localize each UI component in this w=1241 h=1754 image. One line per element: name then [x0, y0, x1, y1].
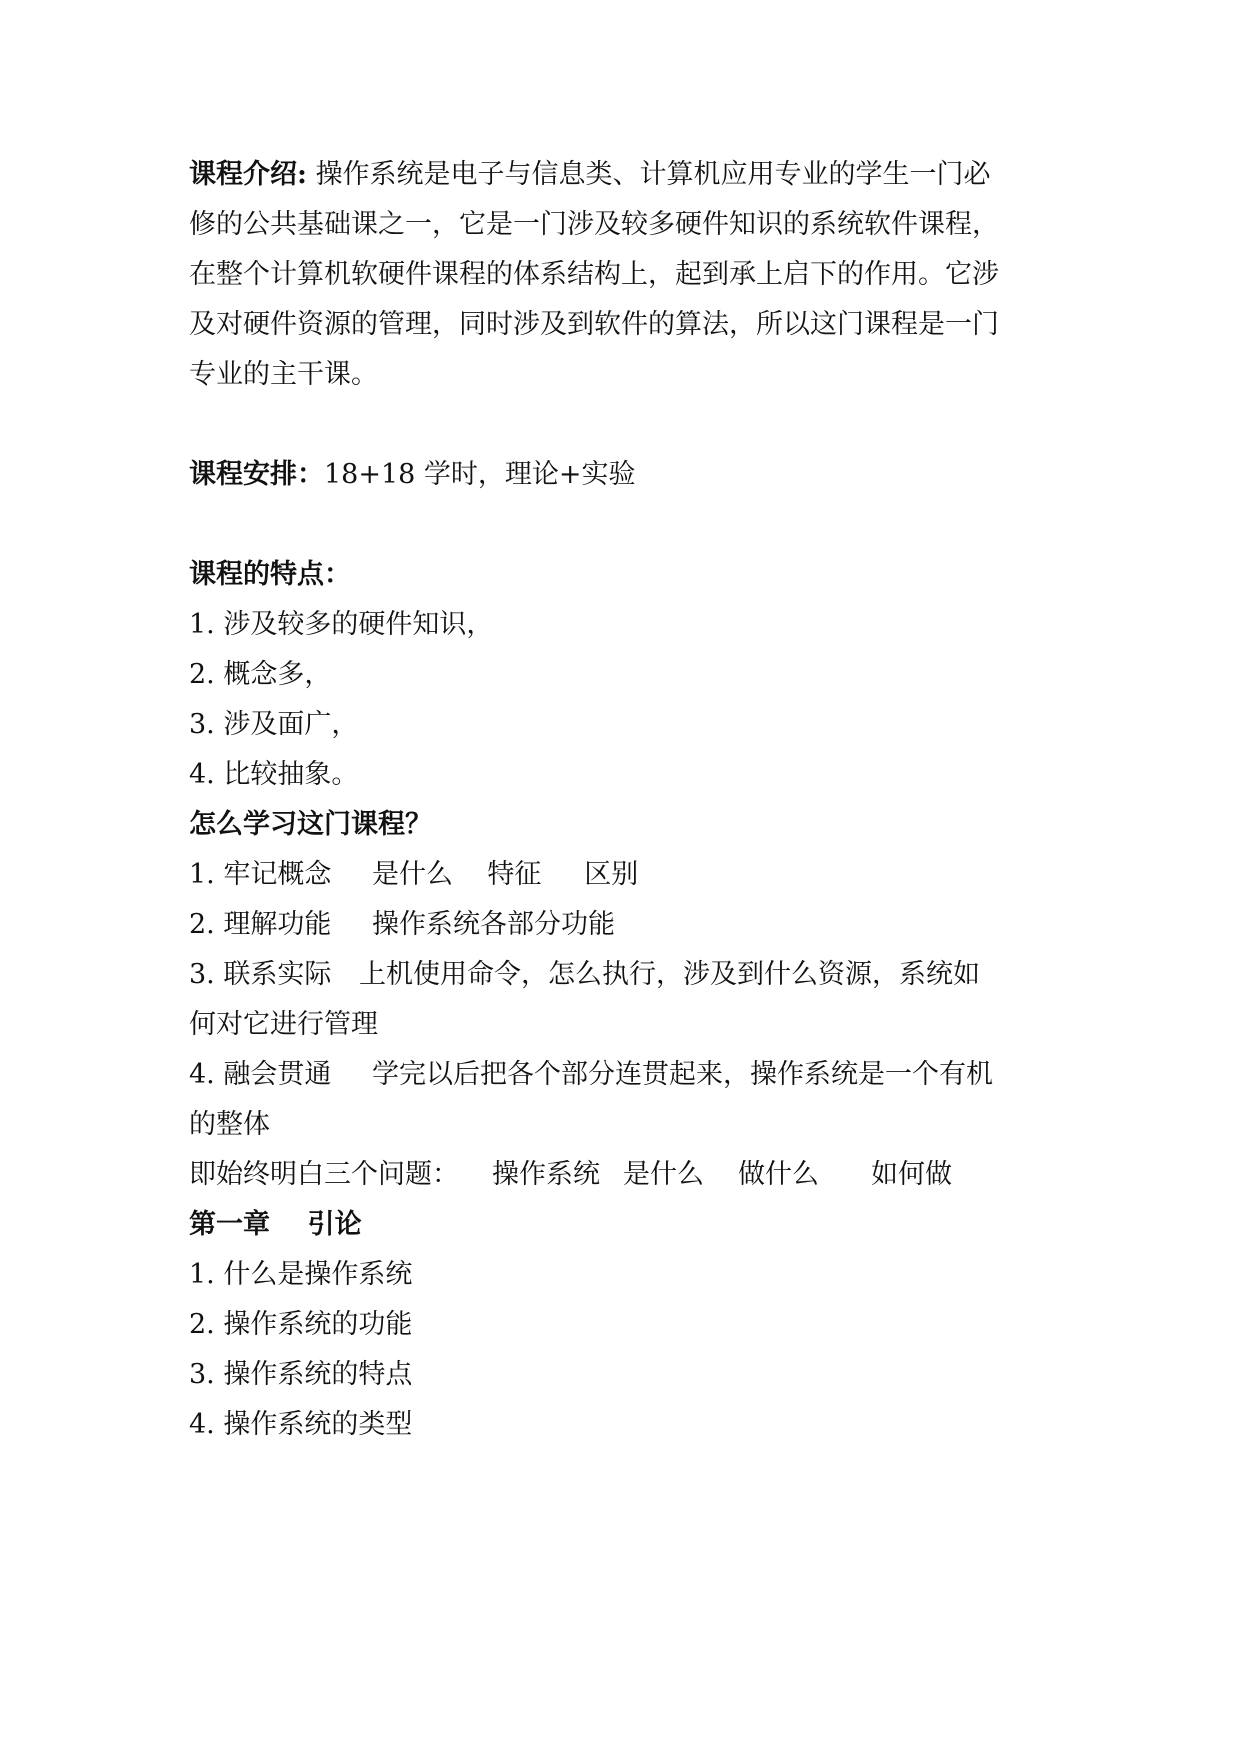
chapter-item: 3. 操作系统的特点 — [189, 1359, 413, 1390]
chapter-item: 4. 操作系统的类型 — [189, 1409, 413, 1440]
intro-label: 课程介绍: — [189, 159, 307, 190]
intro-line-3: 在整个计算机软硬件课程的体系结构上，起到承上启下的作用。它涉 — [189, 259, 999, 290]
howto-desc: 是什么 特征 区别 — [372, 859, 639, 890]
intro-line-2: 修的公共基础课之一，它是一门涉及较多硬件知识的系统软件课程， — [189, 209, 999, 240]
summary-item: 是什么 — [623, 1159, 704, 1190]
chapter-item: 2. 操作系统的功能 — [189, 1309, 413, 1340]
howto-item — [189, 850, 1069, 900]
summary-item: 做什么 — [738, 1159, 819, 1190]
howto-desc: 学完以后把各个部分连贯起来，操作系统是一个有机 — [372, 1059, 993, 1090]
howto-item-continuation: 何对它进行管理 — [189, 1009, 378, 1040]
intro-text-1: 操作系统是电子与信息类、计算机应用专业的学生一门必 — [315, 159, 991, 190]
howto-term: 2. 理解功能 — [189, 909, 332, 940]
howto-term: 1. 牢记概念 — [189, 859, 332, 890]
howto-item — [189, 900, 1069, 950]
howto-heading: 怎么学习这门课程？ — [189, 809, 432, 840]
howto-desc: 操作系统各部分功能 — [372, 909, 615, 940]
features-heading: 课程的特点： — [189, 559, 351, 590]
schedule-text: 18+18 学时，理论+实验 — [324, 459, 636, 490]
feature-item: 1. 涉及较多的硬件知识， — [189, 609, 494, 640]
feature-item: 3. 涉及面广， — [189, 709, 359, 740]
howto-item-continuation: 的整体 — [189, 1109, 270, 1140]
summary-item: 操作系统 — [492, 1159, 600, 1190]
summary-item: 如何做 — [871, 1159, 952, 1190]
document-page — [189, 150, 1069, 1450]
summary-label: 即始终明白三个问题： — [189, 1159, 459, 1190]
howto-item — [189, 1050, 1069, 1100]
schedule-label: 课程安排： — [189, 459, 324, 490]
howto-summary — [189, 1150, 1069, 1200]
howto-desc: 上机使用命令，怎么执行，涉及到什么资源，系统如 — [359, 959, 980, 990]
howto-term: 3. 联系实际 — [189, 959, 332, 990]
chapter-item: 1. 什么是操作系统 — [189, 1259, 413, 1290]
feature-item: 2. 概念多， — [189, 659, 332, 690]
howto-term: 4. 融会贯通 — [189, 1059, 332, 1090]
intro-line-5: 专业的主干课。 — [189, 359, 378, 390]
feature-item: 4. 比较抽象。 — [189, 759, 359, 790]
intro-line-1 — [189, 150, 1069, 200]
chapter-heading: 第一章 引论 — [189, 1209, 362, 1240]
howto-item — [189, 950, 1069, 1000]
intro-line-4: 及对硬件资源的管理，同时涉及到软件的算法，所以这门课程是一门 — [189, 309, 999, 340]
schedule-line — [189, 450, 1069, 500]
